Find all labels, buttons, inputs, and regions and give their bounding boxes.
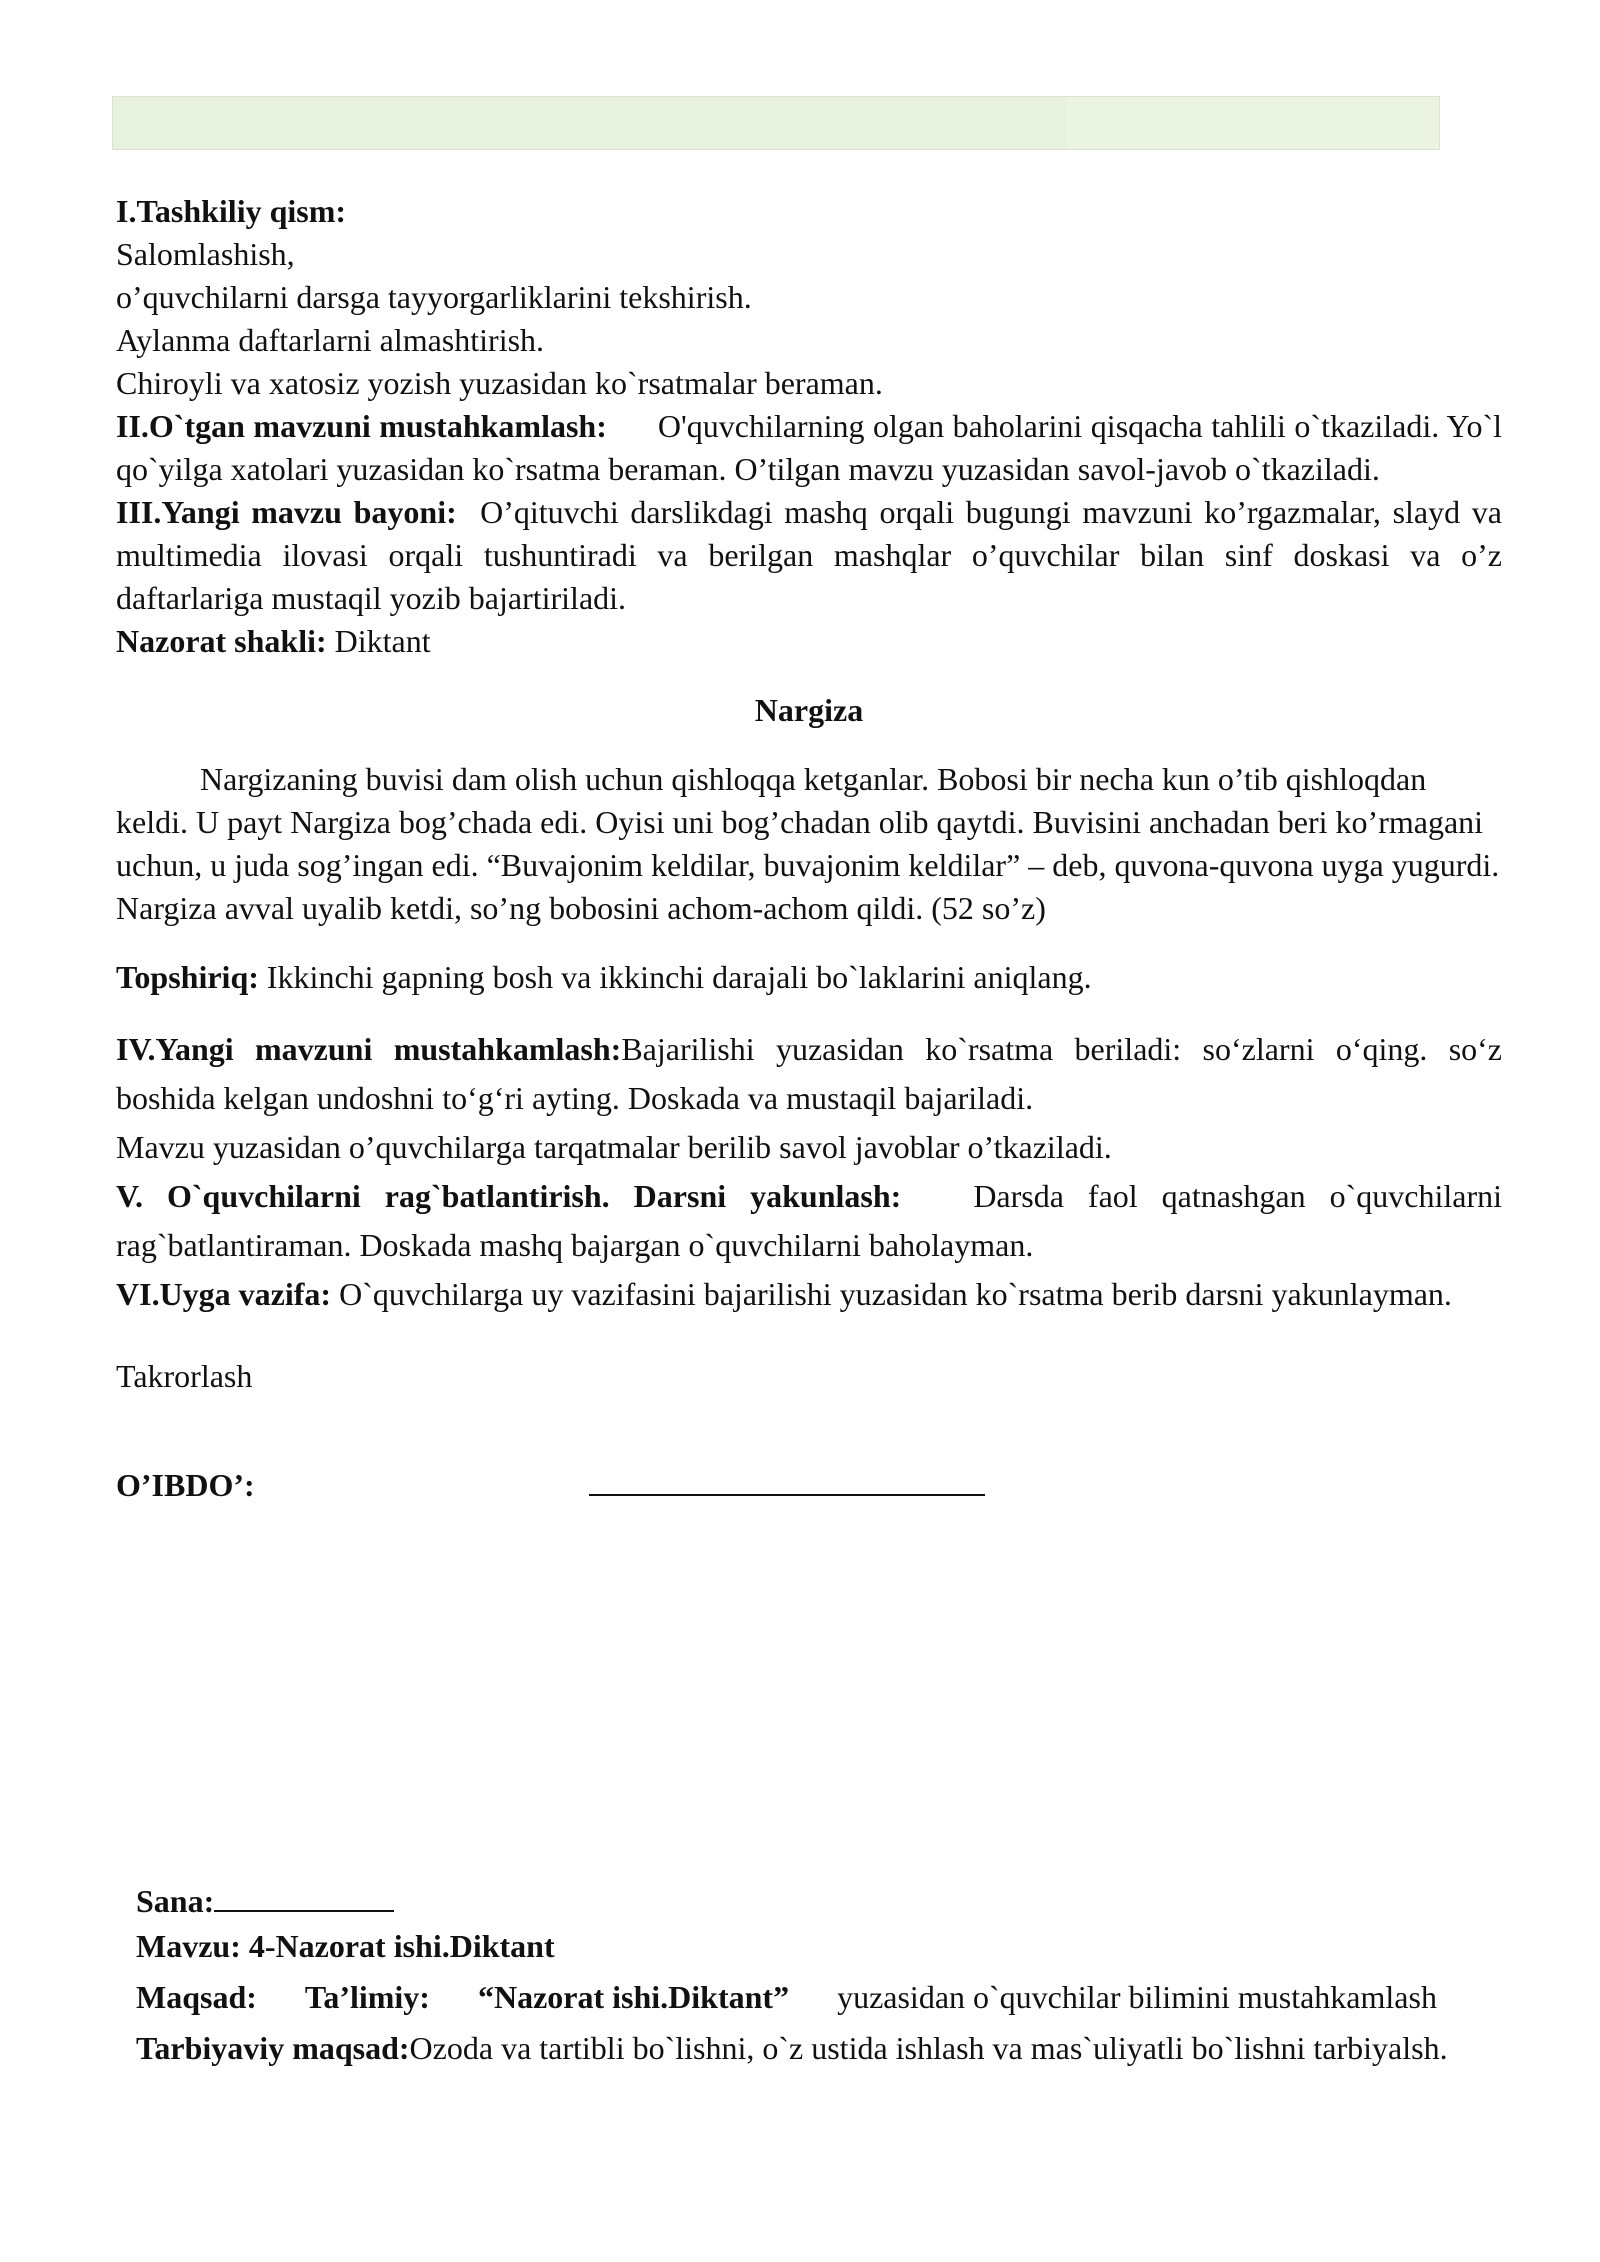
task-text: Ikkinchi gapning bosh va ikkinchi darajali bo`laklarini aniqlang. <box>266 959 1092 995</box>
lesson-plan-body <box>116 190 1502 1507</box>
section-5-title: V. O`quvchilarni rag`batlantirish. Darsni yakunlash: <box>116 1178 902 1214</box>
section-4 <box>116 1025 1502 1123</box>
task-label: Topshiriq: <box>116 959 259 995</box>
section-5-text: Darsda faol qatnashgan o`quvchilarni rag`batlantiraman. Doskada mashq bajargan o`quvchilarni baholayman. <box>116 1178 1503 1263</box>
section-6 <box>116 1270 1502 1319</box>
goal-text: yuzasidan o`quvchilar bilimini mustahkamlash <box>837 1979 1437 2015</box>
date-row <box>136 1878 1488 1925</box>
section-5 <box>116 1172 1502 1270</box>
goal-sub-label: Ta’limiy: <box>304 1979 430 2015</box>
repeat-note: Takrorlash <box>116 1358 253 1394</box>
topic-row <box>136 1925 1488 1968</box>
section-6-title: VI.Uyga vazifa: <box>116 1276 332 1312</box>
signature-row <box>116 1464 1502 1507</box>
date-label: Sana: <box>136 1883 215 1919</box>
section-3-text: O’qituvchi darslikdagi mashq orqali bugungi mavzuni ko’rgazmalar, slayd va multimedia ilovasi orqali tushuntiradi va berilgan mashqlar o’quvchilar bilan sinf doskasi va o’z daftarlariga mustaqil yozib bajartiriladi. <box>116 494 1503 616</box>
next-lesson-header <box>136 1878 1488 2072</box>
section-4-title: IV.Yangi mavzuni mustahkamlash: <box>116 1031 622 1067</box>
header-band-segment <box>1067 97 1439 149</box>
section-3-title: III.Yangi mavzu bayoni: <box>116 494 457 530</box>
section-1-line: o’quvchilarni darsga tayyorgarliklarini tekshirish. <box>116 279 752 315</box>
section-1-line: Aylanma daftarlarni almashtirish. <box>116 322 545 358</box>
section-1-line: Salomlashish, <box>116 236 295 272</box>
section-2 <box>116 405 1502 491</box>
goal-row <box>136 1974 1488 2021</box>
section-4-text: Bajarilishi yuzasidan ko`rsatma beriladi: so‘zlarni o‘qing. so‘z boshida kelgan undoshni to‘g‘ri ayting. Doskada va mustaqil bajariladi. <box>116 1031 1503 1116</box>
upbringing-label: Tarbiyaviy maqsad: <box>136 2030 410 2066</box>
task <box>116 956 1502 999</box>
section-3 <box>116 491 1502 620</box>
section-2-text: O'quvchilarning olgan baholarini qisqacha tahlili o`tkaziladi. Yo`l qo`yilga xatolari yuzasidan ko`rsatma beraman. O’tilgan mavzu yuzasidan savol-javob o`tkaziladi. <box>116 408 1502 487</box>
section-4-line-2: Mavzu yuzasidan o’quvchilarga tarqatmalar berilib savol javoblar o’tkaziladi. <box>116 1129 1112 1165</box>
dictation-title <box>116 689 1502 732</box>
section-1-title: I.Tashkiliy qism: <box>116 193 347 229</box>
topic-text: Mavzu: 4-Nazorat ishi.Diktant <box>136 1928 555 1964</box>
upbringing-row <box>136 2025 1488 2072</box>
control-form-label: Nazorat shakli: <box>116 623 327 659</box>
section-1-heading <box>116 190 1502 233</box>
section-2-title: II.O`tgan mavzuni mustahkamlash: <box>116 408 607 444</box>
signature-line <box>589 1466 985 1496</box>
dictation-text: Nargizaning buvisi dam olish uchun qishloqqa ketganlar. Bobosi bir necha kun o’tib qishloqdan keldi. U payt Nargiza bog’chada edi. Oyisi uni bog’chadan olib qaytdi. Buvisini anchadan beri ko’rmagani uchun, u juda sog’ingan edi. “Buvajonim keldilar, buvajonim keldilar” – deb, quvona-quvona uyga yugurdi. Nargiza avval uyalib ketdi, so’ng bobosini achom-achom qildi. (52 so’z) <box>116 761 1500 926</box>
signature-label: O’IBDO’: <box>116 1467 255 1503</box>
section-1-line: Chiroyli va xatosiz yozish yuzasidan ko`rsatmalar beraman. <box>116 365 883 401</box>
date-blank <box>214 1884 394 1912</box>
goal-quote: “Nazorat ishi.Diktant” <box>477 1979 790 2015</box>
header-band <box>112 96 1440 150</box>
upbringing-text: Ozoda va tartibli bo`lishni, o`z ustida ishlash va mas`uliyatli bo`lishni tarbiyalsh. <box>409 2030 1448 2066</box>
control-form <box>116 620 1502 663</box>
goal-label: Maqsad: <box>136 1979 257 2015</box>
dictation-title-text: Nargiza <box>754 692 864 728</box>
control-form-value: Diktant <box>334 623 431 659</box>
section-6-text: O`quvchilarga uy vazifasini bajarilishi yuzasidan ko`rsatma berib darsni yakunlayman. <box>339 1276 1452 1312</box>
